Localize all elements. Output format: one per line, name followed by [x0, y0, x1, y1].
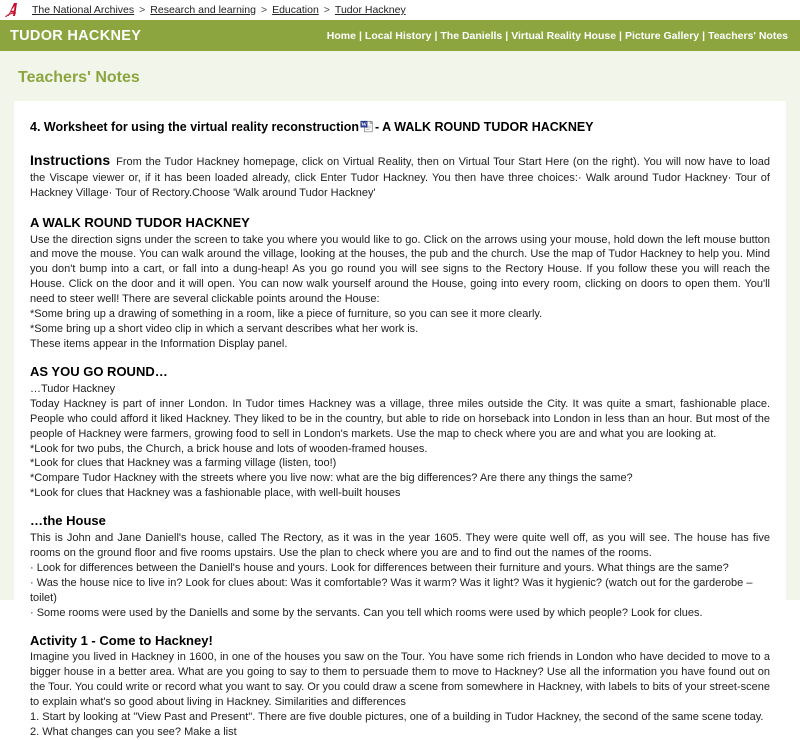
nav-separator: |	[505, 29, 509, 42]
instructions-label: Instructions	[30, 152, 111, 169]
section-line: 1. Start by looking at "View Past and Present". There are five double pictures, one of a building in Tudor Hackney, the second of the same scene today.	[30, 711, 764, 724]
section-line: *Look for clues that Hackney was a fashionable place, with well-built houses	[30, 487, 401, 500]
page-body	[0, 51, 800, 739]
nav-item-virtual-reality-house[interactable]: Virtual Reality House	[511, 29, 617, 42]
breadcrumb-item-tudor-hackney[interactable]: Tudor Hackney	[334, 4, 406, 16]
section-paragraph-activity-1: Imagine you lived in Hackney in 1600, in one of the houses you saw on the Tour. You have some rich friends in London who have decided to move to a bigger house in a better area. What are you going to say to them to persuade them to move to Hackney? Use all the information you have found out on the Tour. You could write or record what you want to say. Or you could draw a scene from somewhere in Hackney, with labels to bits of your street-scene to explain what's so good about living in Hackney. Similarities and differences	[30, 651, 770, 709]
page-title: Teachers' Notes	[18, 69, 140, 86]
section-line: · Look for differences between the Daniell's house and yours. Look for differences between their furniture and yours. What things are the same?	[30, 561, 729, 574]
section-line: *Look for clues that Hackney was a farming village (listen, too!)	[30, 457, 337, 470]
site-title: TUDOR HACKNEY	[10, 27, 142, 44]
instructions-text: From the Tudor Hackney homepage, click on Virtual Reality, then on Virtual Tour Start Here (on the right). You will now have to load the Viscape viewer or, if it has been loaded already, click Enter Tudor Hackney. You then have three choices:· Walk around Tudor Hackney· Tour of Hackney Village· Tour of Rectory.Choose 'Walk around Tudor Hackney'	[30, 156, 770, 199]
section-paragraph-walk-round: Use the direction signs under the screen to take you where you would like to go. Click on the arrows using your mouse, hold down the left mouse button and move the mouse. You can walk around the village, looking at the houses, the pub and the church. Use the map of Tudor Hackney to help you. Mind you don't bump into a cart, or fall into a dung-heap! As you go round you will see signs to the Rectory House. If you follow these you will reach the House. Click on the door and it will open. You can now walk yourself around the House, going into every room, clicking on doors to open them. You'll need to steer well! There are several clickable points around the House:	[30, 233, 770, 306]
section-line: *Compare Tudor Hackney with the streets where you live now: what are the big differences? Are there any things the same?	[30, 472, 633, 485]
instructions-block	[30, 151, 770, 201]
section-line: 2. What changes can you see? Make a list	[30, 726, 237, 739]
nav-item-picture-gallery[interactable]: Picture Gallery	[625, 29, 700, 42]
breadcrumb-item-national-archives[interactable]: The National Archives	[32, 4, 135, 16]
nav-separator: |	[358, 29, 362, 42]
nav-item-home[interactable]: Home	[326, 29, 356, 42]
nav-separator: |	[702, 29, 706, 42]
site-header	[0, 20, 800, 51]
section-paragraph-the-house: This is John and Jane Daniell's house, called The Rectory, as it was in the year 1605. They were quite well off, as you will see. The house has five rooms on the ground floor and five rooms upstairs. Use the plan to check where you are and to find out the names of the rooms.	[30, 531, 770, 559]
nav-separator: |	[434, 29, 438, 42]
svg-text:W: W	[361, 122, 367, 129]
section-heading-activity-1: Activity 1 - Come to Hackney!	[30, 632, 213, 648]
breadcrumb-item-research-and-learning[interactable]: Research and learning	[150, 4, 256, 16]
nav-item-local-history[interactable]: Local History	[364, 29, 432, 42]
word-document-icon[interactable]	[360, 120, 374, 134]
worksheet-title-text-before: 4. Worksheet for using the virtual reality reconstruction	[30, 120, 360, 134]
section-heading-as-you-go-round: AS YOU GO ROUND…	[30, 364, 168, 380]
content-card	[14, 101, 786, 739]
breadcrumb-separator: >	[323, 4, 330, 16]
section-heading-the-house: …the House	[30, 513, 106, 529]
breadcrumb-item-education[interactable]: Education	[272, 4, 319, 16]
section-heading-walk-round: A WALK ROUND TUDOR HACKNEY	[30, 214, 250, 230]
worksheet-title	[30, 119, 770, 135]
nav-item-teachers-notes[interactable]: Teachers' Notes	[708, 29, 788, 42]
breadcrumb-separator: >	[139, 4, 146, 16]
section-lead-tudor-hackney: …Tudor Hackney	[30, 382, 116, 395]
breadcrumb-bar	[0, 0, 800, 20]
site-navigation	[327, 30, 788, 42]
breadcrumb-separator: >	[260, 4, 268, 16]
section-line: *Some bring up a drawing of something in a room, like a piece of furniture, so you can see it more clearly.	[30, 308, 543, 321]
section-line: These items appear in the Information Display panel.	[30, 338, 288, 351]
breadcrumb	[32, 4, 406, 16]
worksheet-title-text-after: - A WALK ROUND TUDOR HACKNEY	[375, 120, 594, 134]
nav-item-the-daniells[interactable]: The Daniells	[440, 29, 503, 42]
section-line: · Some rooms were used by the Daniells and some by the servants. Can you tell which rooms were used by which people? Look for clues.	[30, 606, 703, 619]
section-line: · Was the house nice to live in? Look for clues about: Was it comfortable? Was it warm? Was it light? Was it hygienic? (watch out for the garderobe –toilet)	[30, 576, 753, 604]
nav-separator: |	[619, 29, 622, 42]
section-line: *Look for two pubs, the Church, a brick house and lots of wooden-framed houses.	[30, 442, 428, 455]
the-national-archives-logo[interactable]	[4, 2, 26, 18]
section-paragraph-as-you-go-round: Today Hackney is part of inner London. In Tudor times Hackney was a village, three miles outside the City. It was quite a smart, fashionable place. People who could afford it liked Hackney. They liked to be in the country, but able to ride on horseback into London in less than an hour. But most of the people of Hackney were farmers, growing food to sell in London's markets. Use the map to check where you are and what you are looking at.	[30, 397, 770, 440]
section-line: *Some bring up a short video clip in which a servant describes what her work is.	[30, 323, 419, 336]
